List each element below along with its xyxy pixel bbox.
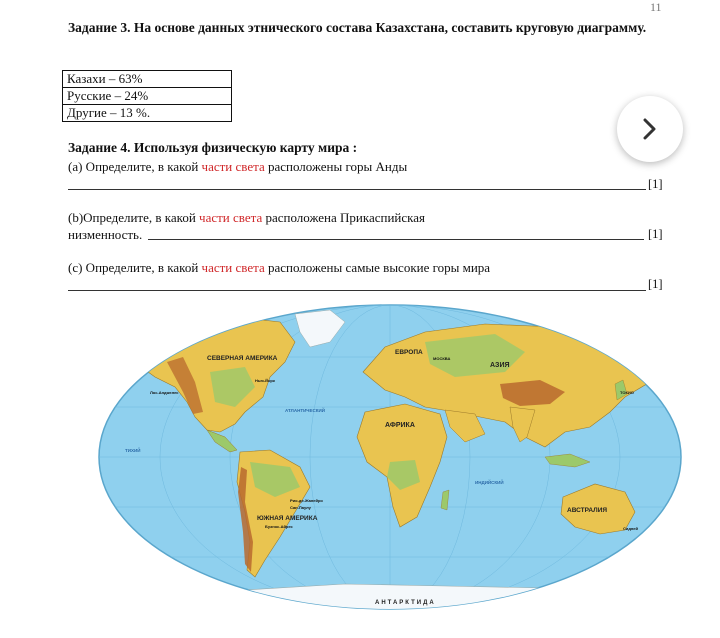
table-row: Другие – 13 %. <box>63 105 232 122</box>
label-new-york: Нью-Йорк <box>255 378 275 383</box>
score-mark-a: [1] <box>648 177 663 191</box>
answer-line-c[interactable] <box>68 290 646 291</box>
label-pacific: ТИХИЙ <box>125 448 141 453</box>
score-mark-b: [1] <box>648 227 663 241</box>
label-south-america: ЮЖНАЯ АМЕРИКА <box>257 515 318 522</box>
table-row: Русские – 24% <box>63 88 232 105</box>
chevron-right-icon <box>640 116 660 142</box>
next-page-button[interactable] <box>617 96 683 162</box>
label-indian: ИНДИЙСКИЙ <box>475 480 504 485</box>
highlight-text: части света <box>201 260 265 275</box>
table-row: Казахи – 63% <box>63 71 232 88</box>
answer-line-b[interactable] <box>148 239 644 240</box>
page-number-fragment: 11 <box>650 0 662 14</box>
highlight-text: части света <box>201 159 265 174</box>
world-physical-map <box>95 302 685 614</box>
label-africa: АФРИКА <box>385 422 415 429</box>
score-mark-c: [1] <box>648 277 663 291</box>
label-moscow: МОСКВА <box>433 356 451 361</box>
label-europe: ЕВРОПА <box>395 349 423 356</box>
label-sao-paulo: Сан-Паулу <box>290 505 311 510</box>
question-b-line2: низменность. <box>68 227 143 242</box>
highlight-text: части света <box>199 210 263 225</box>
label-north-america: СЕВЕРНАЯ АМЕРИКА <box>207 355 278 362</box>
label-buenos-aires: Буэнос-Айрес <box>265 524 293 529</box>
question-a: (a) Определите, в какой части света расположены горы Анды <box>68 159 408 174</box>
label-australia: АВСТРАЛИЯ <box>567 507 608 514</box>
task4-title: Задание 4. Используя физическую карту мира : <box>68 140 358 155</box>
ethnic-table <box>62 70 232 122</box>
question-b: (b)Определите, в какой части света расположена Прикаспийская <box>68 210 426 225</box>
label-rio: Рио-де-Жанейро <box>290 498 323 503</box>
question-c: (c) Определите, в какой части света расположены самые высокие горы мира <box>68 260 491 275</box>
answer-line-a[interactable] <box>68 189 646 190</box>
task3-title: Задание 3. На основе данных этнического состава Казахстана, составить круговую диаграмму. <box>68 20 647 35</box>
label-antarctica: АНТАРКТИДА <box>375 600 436 606</box>
label-asia: АЗИЯ <box>490 362 510 369</box>
label-sydney: Сидней <box>623 526 638 531</box>
label-los-angeles: Лос-Анджелес <box>150 390 179 395</box>
new-zealand <box>648 530 657 547</box>
label-atlantic: АТЛАНТИЧЕСКИЙ <box>285 408 325 413</box>
label-tokyo: ТОКИО <box>620 390 634 395</box>
